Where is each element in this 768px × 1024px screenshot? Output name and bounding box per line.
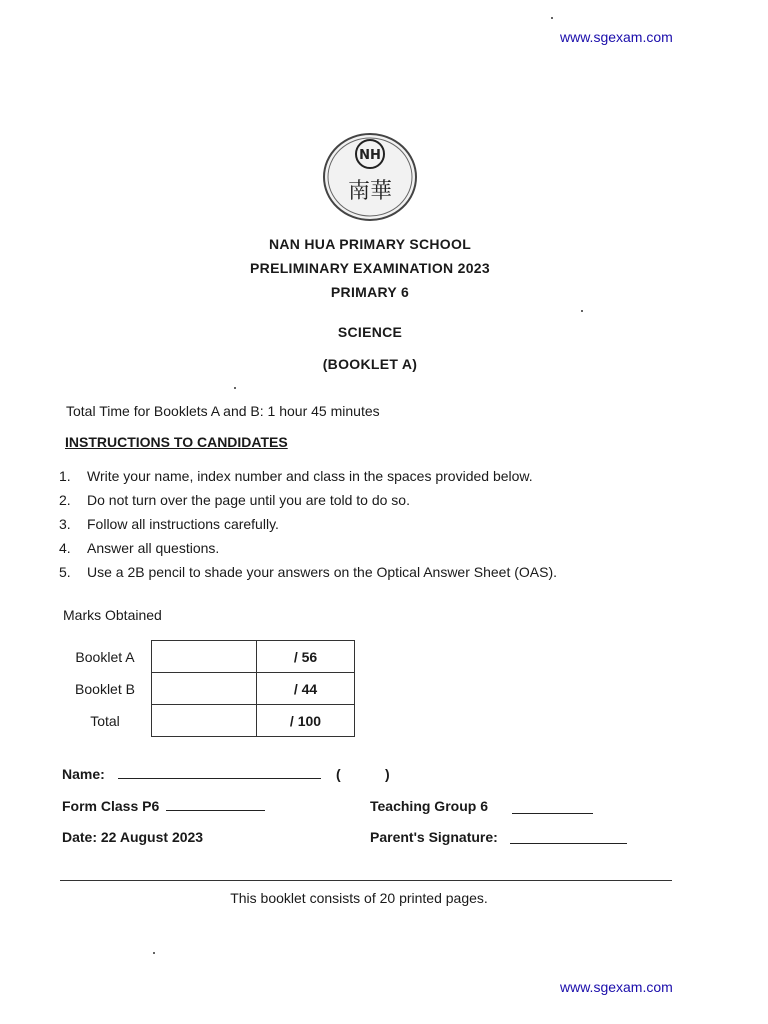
marks-total: / 44 (257, 673, 355, 705)
instruction-item (59, 488, 699, 512)
parent-signature-label: Parent's Signature: (370, 829, 498, 845)
marks-row-label: Booklet B (75, 680, 135, 697)
marks-row-total (60, 705, 355, 737)
instruction-text: Use a 2B pencil to shade your answers on the Optical Answer Sheet (OAS). (87, 564, 558, 580)
scan-speck (234, 387, 236, 389)
pages-note: This booklet consists of 20 printed pages. (230, 890, 488, 906)
total-time: Total Time for Booklets A and B: 1 hour 45 minutes (66, 403, 380, 419)
parent-signature-input-line[interactable] (510, 831, 627, 844)
marks-score-box[interactable] (152, 641, 257, 673)
teaching-group-input-line[interactable] (512, 801, 593, 814)
index-paren-open: ( (336, 766, 341, 782)
index-paren-close: ) (385, 766, 390, 782)
marks-row-label: Total (90, 712, 120, 729)
divider-line (60, 880, 672, 881)
instruction-item (59, 536, 699, 560)
instruction-item (59, 464, 699, 488)
instruction-text: Write your name, index number and class in the spaces provided below. (87, 468, 533, 484)
level-title: PRIMARY 6 (330, 284, 410, 300)
instruction-text: Answer all questions. (87, 540, 220, 556)
instruction-number: 1. (59, 468, 71, 484)
footer-website-link[interactable]: www.sgexam.com (560, 979, 673, 995)
teaching-group-label: Teaching Group 6 (370, 798, 488, 814)
school-name: NAN HUA PRIMARY SCHOOL (268, 236, 472, 252)
instruction-number: 5. (59, 564, 71, 580)
instruction-text: Do not turn over the page until you are told to do so. (87, 492, 410, 508)
exam-date: Date: 22 August 2023 (62, 829, 204, 845)
form-class-label: Form Class P6 (62, 798, 160, 814)
marks-row-label: Booklet A (75, 648, 135, 665)
marks-total: / 100 (257, 705, 355, 737)
instruction-item (59, 560, 699, 584)
marks-total: / 56 (257, 641, 355, 673)
name-input-line[interactable] (118, 766, 321, 779)
scan-speck (581, 310, 583, 312)
marks-row-booklet-b (60, 673, 355, 705)
exam-title: PRELIMINARY EXAMINATION 2023 (250, 260, 490, 276)
instruction-number: 4. (59, 540, 71, 556)
header-website-link[interactable]: www.sgexam.com (560, 29, 673, 45)
scan-speck (551, 17, 553, 19)
marks-row-booklet-a (60, 641, 355, 673)
subject-title: SCIENCE (337, 324, 403, 340)
logo-letters: NH (359, 148, 381, 163)
booklet-title: (BOOKLET A) (322, 356, 418, 372)
school-logo (322, 132, 418, 222)
form-class-input-line[interactable] (166, 798, 265, 811)
name-label: Name: (62, 766, 105, 782)
scan-speck (153, 952, 155, 954)
instruction-item (59, 512, 699, 536)
marks-heading: Marks Obtained (63, 607, 162, 623)
marks-score-box[interactable] (152, 705, 257, 737)
instruction-number: 3. (59, 516, 71, 532)
marks-score-box[interactable] (152, 673, 257, 705)
marks-table (60, 640, 355, 737)
instruction-number: 2. (59, 492, 71, 508)
logo-chinese: 南華 (347, 179, 393, 204)
instructions-heading: INSTRUCTIONS TO CANDIDATES (65, 434, 288, 450)
instruction-text: Follow all instructions carefully. (87, 516, 279, 532)
instructions-list (59, 464, 699, 584)
